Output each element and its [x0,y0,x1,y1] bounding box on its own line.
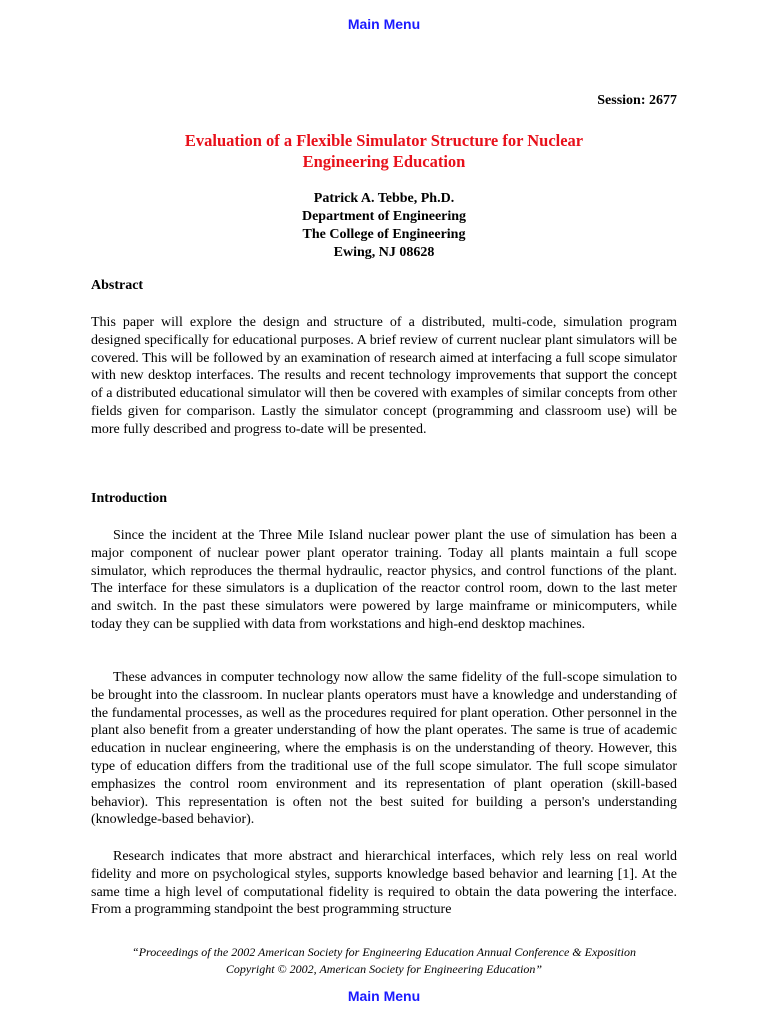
introduction-heading: Introduction [91,491,167,506]
author-college: The College of Engineering [302,227,466,242]
abstract-paragraph: This paper will explore the design and structure of a distributed, multi-code, simulation program designed specifically for educational purposes. A brief review of current nuclear plant simulators will be covered. This will be followed by an examination of research aimed at interfacing a full scope simulator with new desktop interfaces. The results and recent technology improvements that support the concept of a distributed educational simulator will then be covered with examples of similar concepts from other fields given for comparison. Lastly the simulator concept (programming and classroom use) will be more fully described and progress to-date will be presented. [91,315,677,437]
introduction-paragraph-2: These advances in computer technology now allow the same fidelity of the full-scope simulation to be brought into the classroom. In nuclear plants operators must have a knowledge and understanding of the fundamental processes, as well as the procedures required for plant operation. Other personnel in the plant also benefit from a greater understanding of how the plant operates. The same is true of academic education in nuclear engineering, where the emphasis is on the understanding of theory. However, this type of education differs from the traditional use of the full scope simulator. The full scope simulator emphasizes the control room environment and its representation of plant operation (skill-based behavior). This representation is often not the best suited for building a person's understanding (knowledge-based behavior). [91,670,677,828]
session-number: Session: 2677 [597,93,677,108]
footer-copyright-line: Copyright © 2002, American Society for Engineering Education” [225,962,543,976]
paper-title-line-1: Evaluation of a Flexible Simulator Structure for Nuclear [184,131,584,150]
author-name: Patrick A. Tebbe, Ph.D. [313,191,455,206]
author-department: Department of Engineering [301,209,467,224]
abstract-heading: Abstract [91,278,144,293]
main-menu-link-top[interactable]: Main Menu [347,16,421,32]
introduction-paragraph-1: Since the incident at the Three Mile Island nuclear power plant the use of simulation has been a major component of nuclear power plant operator training. Today all plants maintain a full scope simulator, which reproduces the thermal hydraulic, reactor physics, and control functions of the plant. The interface for these simulators is a duplication of the reactor control room, down to the last meter and switch. In the past these simulators were powered by large mainframe or minicomputers, while today they can be supplied with data from workstations and high-end desktop machines. [91,528,677,632]
main-menu-link-bottom[interactable]: Main Menu [347,988,421,1004]
paper-title [0,130,768,172]
footer-proceedings-line: “Proceedings of the 2002 American Society for Engineering Education Annual Conference & Exposition [132,945,636,959]
author-location: Ewing, NJ 08628 [333,245,435,260]
introduction-paragraph-3: Research indicates that more abstract and hierarchical interfaces, which rely less on real world fidelity and more on psychological styles, supports knowledge based behavior and learning [1]. At the same time a high level of computational fidelity is required to obtain the data powering the interface. From a programming standpoint the best programming structure [91,849,677,918]
author-block [0,190,768,262]
proceedings-footer [0,944,768,978]
paper-title-line-2: Engineering Education [302,152,466,171]
